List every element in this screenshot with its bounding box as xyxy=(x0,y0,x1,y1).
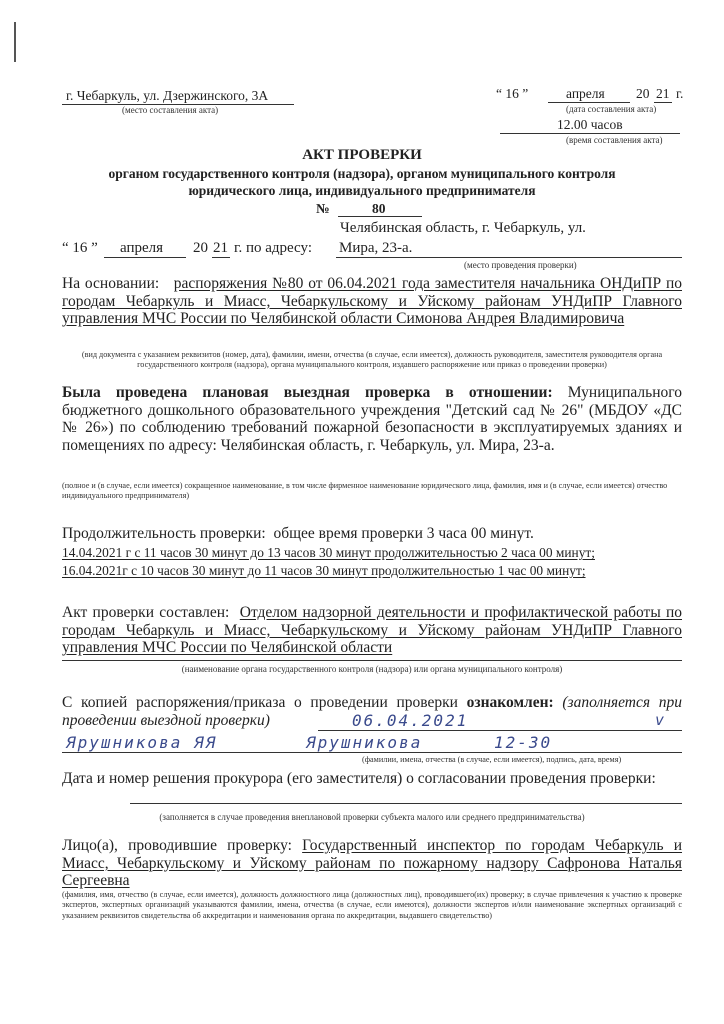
prosecutor-paragraph: Дата и номер решения прокурора (его заместителя) о согласовании проведения проверки: xyxy=(62,770,656,787)
prosecutor-caption: (заполняется в случае проведения внеплановой проверки субъекта малого или среднего предпринимательства) xyxy=(159,812,585,822)
basis-text: распоряжения №80 от 06.04.2021 года заместителя начальника ОНДиПР по городам Чебаркуль и Миасс, Чебаркульскому и Уйскому районам УНДиПР Главного управления МЧС России по Челябинской области Симонова Андрея Владимировича xyxy=(62,275,682,328)
inspection-text: Муниципального бюджетного дошкольного образовательного учреждения "Детский сад № 26" (МБДОУ «ДС № 26») по соблюдению требований пожарной безопасности в эксплуатируемых зданиях и помещениях по адресу: Челябинская область, г. Чебаркуль, ул. Мира, 23-а. xyxy=(62,384,682,454)
inspection-region: Челябинская область, г. Чебаркуль, ул. xyxy=(340,220,586,236)
inspection-paragraph xyxy=(62,384,682,454)
basis-label: На основании: xyxy=(62,275,160,292)
act-date-day: “ 16 ” xyxy=(496,86,529,101)
act-date-suffix: г. xyxy=(676,86,684,101)
handwritten-time: 12-30 xyxy=(494,733,553,752)
fold-mark xyxy=(14,22,16,62)
document-title: АКТ ПРОВЕРКИ xyxy=(302,147,422,163)
inspection-place-caption: (место проведения проверки) xyxy=(464,260,577,270)
act-date-month: апреля xyxy=(566,86,605,101)
duration-label: Продолжительность проверки: xyxy=(62,525,266,542)
inspection-year-b: 21 xyxy=(213,240,228,256)
inspectors-text: Государственный инспектор по городам Чебаркуль и Миасс, Чебаркульскому и Уйскому районам по пожарному надзору Сафронова Наталья Сергеевна xyxy=(62,837,683,890)
inspection-year-a: 20 xyxy=(193,240,208,256)
duration-total: общее время проверки 3 часа 00 минут. xyxy=(273,525,534,542)
basis-paragraph xyxy=(62,275,682,328)
inspection-caption: (полное и (в случае, если имеется) сокращенное наименование, в том числе фирменное наименование юридического лица, фамилия, имя и (в случае, если имеется) отчество индивидуального предпринимателя) xyxy=(62,481,668,500)
handwritten-signature-2: Ярушникова xyxy=(306,733,423,752)
handwritten-signature-1: Ярушникова ЯЯ xyxy=(66,733,218,752)
ack-bold: ознакомлен: xyxy=(466,694,554,711)
duration-period-1: 14.04.2021 г с 11 часов 30 минут до 13 часов 30 минут продолжительностью 2 часа 00 минут; xyxy=(62,545,595,560)
compiled-label: Акт проверки составлен: xyxy=(62,604,230,621)
acknowledgement-caption: (фамилии, имена, отчества (в случае, если имеется), подпись, дата, время) xyxy=(362,755,622,764)
handwritten-date: 06.04.2021 xyxy=(352,711,469,730)
duration-line xyxy=(62,525,534,543)
inspectors-caption: (фамилия, имя, отчество (в случае, если имеется), должность должностного лица (должностных лиц), проводившего(их) проверку; в случае привлечения к участию к проверке экспертов, экспертных организаций указываются фамилии, имена, отчества (в случае, если имеются), должности экспертов и/или наименование экспертных организаций с указанием реквизитов свидетельства об аккредитации и наименования органа по аккредитации, выдавшего свидетельство) xyxy=(62,890,682,920)
inspectors-label: Лицо(а), проводившие проверку: xyxy=(62,837,292,854)
act-time: 12.00 часов xyxy=(557,117,623,132)
act-date-caption: (дата составления акта) xyxy=(566,104,657,114)
ack-italic: (заполняется при проведении выездной проверки) xyxy=(62,694,682,729)
inspection-address: Мира, 23-а. xyxy=(339,240,413,256)
compiled-paragraph xyxy=(62,604,682,657)
handwritten-check: v xyxy=(655,711,667,729)
inspection-address-prefix: г. по адресу: xyxy=(234,240,312,256)
basis-caption: (вид документа с указанием реквизитов (номер, дата), фамилии, имени, отчества (в случае, если имеется), должность руководителя, заместителя руководителя органа государственного контроля (надзора), органа муниципального контроля, издавшего распоряжение или приказ о проведении проверки) xyxy=(81,350,663,369)
duration-period-2: 16.04.2021г с 10 часов 30 минут до 11 часов 30 минут продолжительностью 1 час 00 минут; xyxy=(62,563,586,578)
compiled-caption: (наименование органа государственного контроля (надзора) или органа муниципального контроля) xyxy=(181,664,563,674)
inspection-day: “ 16 ” xyxy=(62,240,98,256)
act-place: г. Чебаркуль, ул. Дзержинского, 3А xyxy=(66,88,269,103)
compiled-text: Отделом надзорной деятельности и профилактической работы по городам Чебаркуль и Миасс, Чебаркульскому и Уйскому районам УНДиПР Главного управления МЧС России по Челябинской области xyxy=(62,604,683,657)
act-date-year-a: 20 xyxy=(636,86,650,101)
act-time-caption: (время составления акта) xyxy=(566,135,663,145)
ack-text: С копией распоряжения/приказа о проведении проверки xyxy=(62,694,458,711)
act-place-caption: (место составления акта) xyxy=(122,105,219,115)
title-line-1: органом государственного контроля (надзора), органом муниципального контроля xyxy=(108,166,616,181)
title-line-2: юридического лица, индивидуального предпринимателя xyxy=(188,183,536,198)
act-number: 80 xyxy=(372,201,386,216)
inspection-label: Была проведена плановая выездная проверка в отношении: xyxy=(62,384,553,401)
act-date-year-b: 21 xyxy=(656,86,670,101)
inspectors-paragraph xyxy=(62,837,682,890)
number-label: № xyxy=(316,201,330,216)
inspection-month: апреля xyxy=(120,240,164,256)
